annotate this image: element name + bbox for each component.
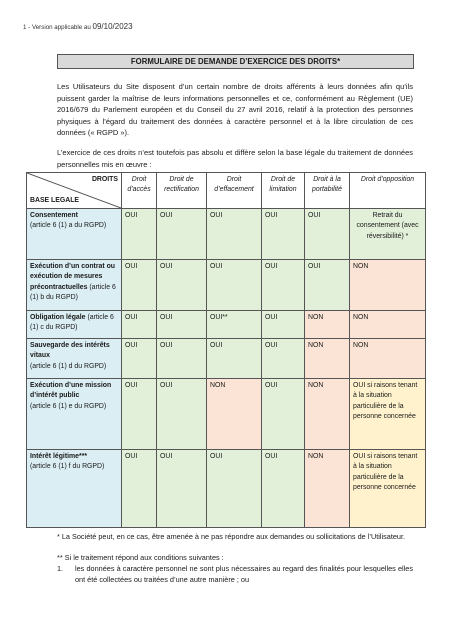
row-label-bold: Consentement bbox=[30, 212, 78, 219]
row-label-article: (article 6 (1) f du RGPD) bbox=[30, 463, 105, 471]
table-header-row bbox=[27, 173, 426, 209]
row-label bbox=[27, 260, 122, 311]
version-date: 09/10/2023 bbox=[92, 22, 133, 31]
cell-value: OUI bbox=[262, 311, 305, 339]
row-label-article: (article 6 (1) b du RGPD) bbox=[30, 283, 116, 301]
cell-value: OUI bbox=[262, 260, 305, 311]
list-item-text: les données à caractère personnel ne sont plus nécessaires au regard des finalités pour lesquelles elles ont été collectées ou traitées d’une autre manière ; ou bbox=[75, 564, 413, 584]
cell-value: OUI bbox=[122, 379, 157, 450]
cell-value: NON bbox=[305, 339, 350, 379]
corner-base-label: BASE LEGALE bbox=[30, 196, 80, 204]
cell-value: NON bbox=[305, 311, 350, 339]
table-row bbox=[27, 379, 426, 450]
cell-value: NON bbox=[207, 379, 262, 450]
cell-value: OUI bbox=[262, 339, 305, 379]
cell-value: OUI bbox=[122, 209, 157, 260]
cell-value: NON bbox=[350, 339, 426, 379]
cell-value: OUI bbox=[207, 209, 262, 260]
cell-value: OUI bbox=[262, 379, 305, 450]
cell-value: OUI si raisons tenant à la situation particulière de la personne concernée bbox=[350, 379, 426, 450]
table-row bbox=[27, 339, 426, 379]
intro-paragraph-1: Les Utilisateurs du Site disposent d’un certain nombre de droits afférents à leurs données afin qu’ils puissent garder la maîtrise de leurs informations personnelles et ce, conformément au Règlement (UE) 2016/679 du Parlement européen et du Conseil du 27 avril 2016, relatif à la protection des personnes physiques à l’égard du traitement des données à caractère personnel et à la libre circulation de ces données (« RGPD »). bbox=[57, 82, 413, 137]
cell-value: OUI bbox=[207, 260, 262, 311]
cell-value: OUI bbox=[207, 339, 262, 379]
conditions-list bbox=[57, 563, 413, 585]
table-row bbox=[27, 209, 426, 260]
cell-value: OUI** bbox=[207, 311, 262, 339]
cell-value: OUI bbox=[122, 450, 157, 528]
cell-value: NON bbox=[305, 450, 350, 528]
header-limitation: Droit de limitation bbox=[262, 173, 305, 209]
row-label-bold: Exécution d’un contrat ou exécution de mesures précontractuelles bbox=[30, 263, 115, 291]
cell-value: Retrait du consentement (avec réversibilité) * bbox=[350, 209, 426, 260]
row-label bbox=[27, 339, 122, 379]
row-label bbox=[27, 311, 122, 339]
cell-value: OUI bbox=[157, 339, 207, 379]
row-label-article: (article 6 (1) e du RGPD) bbox=[30, 402, 107, 410]
cell-value: OUI bbox=[305, 260, 350, 311]
list-item bbox=[57, 563, 413, 585]
row-label-bold: Obligation légale bbox=[30, 314, 86, 321]
cell-value: OUI bbox=[157, 450, 207, 528]
table-row bbox=[27, 311, 426, 339]
row-label-bold: Sauvegarde des intérêts vitaux bbox=[30, 342, 110, 360]
row-label-article: (article 6 (1) a du RGPD) bbox=[30, 222, 107, 230]
cell-value: OUI bbox=[305, 209, 350, 260]
header-acces: Droit d’accès bbox=[122, 173, 157, 209]
list-item-number: 1. bbox=[57, 564, 64, 573]
row-label-article: (article 6 (1) c du RGPD) bbox=[30, 314, 114, 332]
header-opposition: Droit d’opposition bbox=[350, 173, 426, 209]
footnote-1: * La Société peut, en ce cas, être amenée à ne pas répondre aux demandes ou sollicitations de l’Utilisateur. bbox=[57, 532, 406, 541]
cell-value: OUI bbox=[157, 209, 207, 260]
row-label bbox=[27, 450, 122, 528]
corner-droits-label: DROITS bbox=[91, 176, 118, 183]
cell-value: OUI bbox=[122, 311, 157, 339]
rights-table bbox=[26, 172, 426, 528]
cell-value: OUI bbox=[207, 450, 262, 528]
cell-value: NON bbox=[305, 379, 350, 450]
row-label bbox=[27, 379, 122, 450]
cell-value: OUI bbox=[262, 209, 305, 260]
footnote-2: ** Si le traitement répond aux conditions suivantes : bbox=[57, 553, 224, 562]
intro-paragraph-2: L’exercice de ces droits n’est toutefois pas absolu et diffère selon la base légale du traitement de données personnelles mis en œuvre : bbox=[57, 148, 413, 169]
cell-value: OUI bbox=[157, 260, 207, 311]
cell-value: OUI bbox=[157, 311, 207, 339]
header-effacement: Droit d’effacement bbox=[207, 173, 262, 209]
cell-value: NON bbox=[350, 260, 426, 311]
table-corner-cell bbox=[27, 173, 122, 209]
header-rectification: Droit de rectification bbox=[157, 173, 207, 209]
row-label bbox=[27, 209, 122, 260]
cell-value: NON bbox=[350, 311, 426, 339]
cell-value: OUI si raisons tenant à la situation particulière de la personne concernée bbox=[350, 450, 426, 528]
cell-value: OUI bbox=[122, 260, 157, 311]
cell-value: OUI bbox=[262, 450, 305, 528]
row-label-article: (article 6 (1) d du RGPD) bbox=[30, 362, 107, 370]
row-label-bold: Intérêt légitime*** bbox=[30, 453, 88, 460]
row-label-bold: Exécution d’une mission d’intérêt public bbox=[30, 382, 112, 400]
form-title: FORMULAIRE DE DEMANDE D’EXERCICE DES DROITS* bbox=[57, 54, 414, 69]
version-line bbox=[23, 22, 133, 31]
version-prefix: 1 - Version applicable au bbox=[23, 24, 91, 31]
table-row bbox=[27, 260, 426, 311]
cell-value: OUI bbox=[122, 339, 157, 379]
cell-value: OUI bbox=[157, 379, 207, 450]
table-row bbox=[27, 450, 426, 528]
header-portabilite: Droit à la portabilité bbox=[305, 173, 350, 209]
